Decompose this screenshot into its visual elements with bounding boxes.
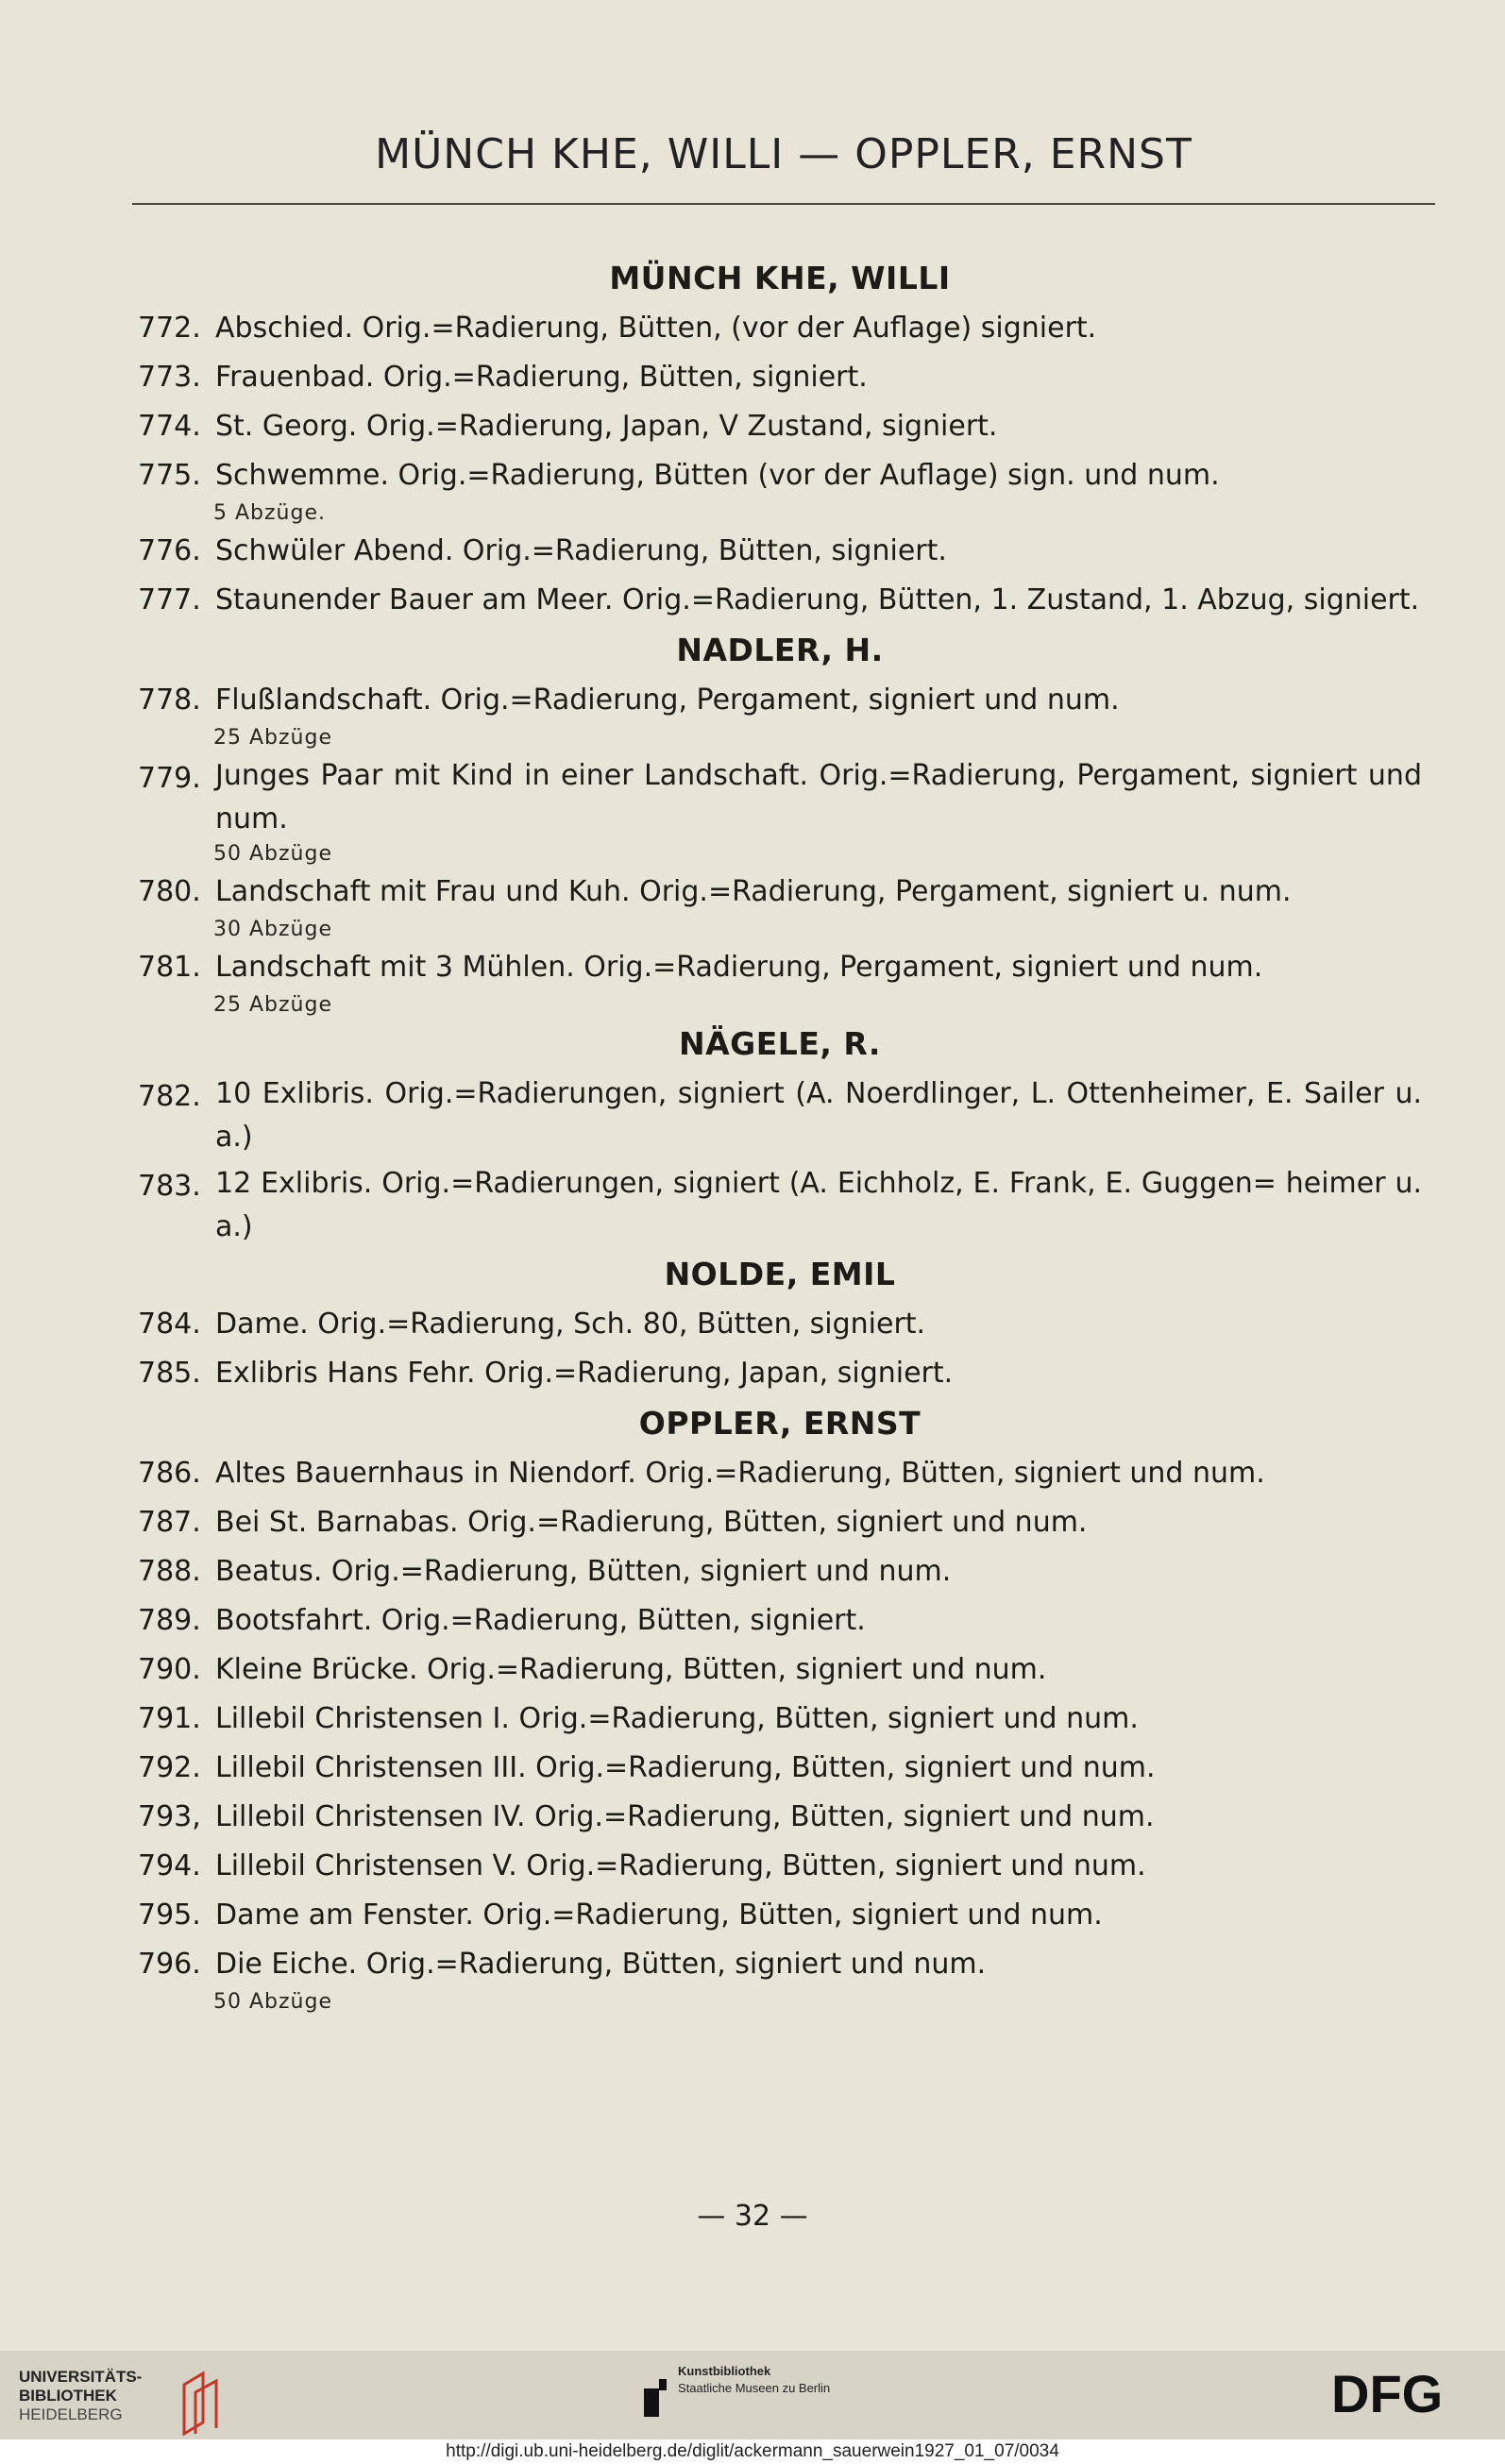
artist-heading: OPPLER, ERNST — [638, 1405, 922, 1442]
ub-emblem-icon — [175, 2368, 224, 2436]
entry-text: Bei St. Barnabas. Orig.=Radierung, Bütten, signiert und num. — [215, 1506, 1088, 1539]
entry-number: 773. — [138, 361, 201, 394]
edition-note: 25 Abzüge — [213, 993, 332, 1017]
edition-note: 50 Abzüge — [213, 842, 332, 866]
catalog-entry — [138, 576, 1422, 625]
entry-text: Die Eiche. Orig.=Radierung, Bütten, signiert und num. — [215, 1948, 987, 1981]
entry-text: Abschied. Orig.=Radierung, Bütten, (vor der Auflage) signiert. — [215, 312, 1097, 345]
entry-text: Landschaft mit 3 Mühlen. Orig.=Radierung, Pergament, signiert und num. — [215, 951, 1263, 984]
entry-number: 792. — [138, 1751, 201, 1784]
artist-heading: NADLER, H. — [676, 632, 884, 668]
catalog-entry — [138, 527, 1422, 576]
catalog-entry — [138, 304, 1422, 353]
entry-number: 776. — [138, 534, 201, 567]
catalog-entry — [138, 1695, 1422, 1744]
catalog-entry — [138, 868, 1422, 917]
entry-number: 796. — [138, 1948, 201, 1981]
catalog-entry — [138, 1596, 1422, 1645]
source-url-link[interactable]: http://digi.ub.uni-heidelberg.de/diglit/ackermann_sauerwein1927_01_07/0034 — [0, 2439, 1505, 2464]
artist-section — [138, 1249, 1422, 1398]
catalog-entry — [138, 1744, 1422, 1793]
entry-text: Schwemme. Orig.=Radierung, Bütten (vor der Auflage) sign. und num. — [215, 459, 1220, 492]
edition-note: 30 Abzüge — [213, 918, 332, 941]
entry-number: 785. — [138, 1357, 201, 1390]
entry-number: 787. — [138, 1506, 201, 1539]
entry-text: Landschaft mit Frau und Kuh. Orig.=Radierung, Pergament, signiert u. num. — [215, 875, 1292, 908]
artist-section — [138, 625, 1422, 1019]
catalog-entry — [138, 1645, 1422, 1695]
university-library-logo[interactable] — [19, 2368, 236, 2434]
catalog-entry — [138, 353, 1422, 402]
entry-number: 791. — [138, 1702, 201, 1735]
catalog-entry — [138, 676, 1422, 725]
catalog-entry — [138, 1162, 1422, 1249]
entry-number: 778. — [138, 684, 201, 717]
catalog-entry — [138, 402, 1422, 451]
catalog-entry — [138, 1940, 1422, 1989]
entry-text: St. Georg. Orig.=Radierung, Japan, V Zustand, signiert. — [215, 410, 998, 443]
entry-text: Staunender Bauer am Meer. Orig.=Radierung, Bütten, 1. Zustand, 1. Abzug, signiert. — [215, 583, 1420, 616]
entry-number: 772. — [138, 312, 201, 345]
artist-section — [138, 253, 1422, 625]
entry-list — [138, 1072, 1422, 1249]
entry-text: Schwüler Abend. Orig.=Radierung, Bütten, signiert. — [215, 534, 947, 567]
catalog-entry — [138, 1547, 1422, 1596]
entry-text: Dame. Orig.=Radierung, Sch. 80, Bütten, signiert. — [215, 1308, 926, 1341]
ub-logo-line3: HEIDELBERG — [19, 2405, 123, 2423]
entry-text: Lillebil Christensen III. Orig.=Radierung, Bütten, signiert und num. — [215, 1751, 1156, 1784]
entry-number: 795. — [138, 1899, 201, 1932]
entry-number: 775. — [138, 459, 201, 492]
entry-number: 779. — [138, 762, 201, 795]
entry-number: 786. — [138, 1457, 201, 1490]
kb-logo-line2: Staatliche Museen zu Berlin — [678, 2381, 831, 2395]
artist-section — [138, 1398, 1422, 2016]
entry-list — [138, 1449, 1422, 2016]
ub-logo-line2: BIBLIOTHEK — [19, 2387, 117, 2405]
ub-logo-line1: UNIVERSITÄTS- — [19, 2368, 143, 2386]
catalog-entry — [138, 1498, 1422, 1547]
entry-number: 780. — [138, 875, 201, 908]
entry-number: 781. — [138, 951, 201, 984]
entry-text: Altes Bauernhaus in Niendorf. Orig.=Radierung, Bütten, signiert und num. — [215, 1457, 1265, 1490]
entry-text: Junges Paar mit Kind in einer Landschaft. Orig.=Radierung, Pergament, signiert und num. — [215, 759, 1422, 835]
entry-number: 784. — [138, 1308, 201, 1341]
kunstbibliothek-icon — [644, 2379, 667, 2417]
entry-list — [138, 1300, 1422, 1398]
page-number: — 32 — — [697, 2200, 808, 2233]
entry-number: 774. — [138, 410, 201, 443]
entry-text: 10 Exlibris. Orig.=Radierungen, signiert (A. Noerdlinger, L. Ottenheimer, E. Sailer u. a.) — [215, 1077, 1422, 1154]
edition-note: 5 Abzüge. — [213, 501, 326, 525]
entry-number: 790. — [138, 1653, 201, 1686]
catalog-entry — [138, 1842, 1422, 1891]
entry-number: 782. — [138, 1080, 201, 1113]
catalog-content — [138, 253, 1422, 2016]
entry-list — [138, 676, 1422, 1019]
edition-note: 50 Abzüge — [213, 1990, 332, 2014]
catalog-entry — [138, 1072, 1422, 1159]
entry-text: 12 Exlibris. Orig.=Radierungen, signiert (A. Eichholz, E. Frank, E. Guggen= heimer u. a.) — [215, 1167, 1422, 1243]
artist-heading: NOLDE, EMIL — [664, 1256, 896, 1292]
entry-number: 789. — [138, 1604, 201, 1637]
kb-logo-line1: Kunstbibliothek — [678, 2364, 771, 2378]
catalog-entry — [138, 754, 1422, 841]
catalog-entry — [138, 1793, 1422, 1842]
entry-number: 783. — [138, 1170, 201, 1203]
entry-number: 777. — [138, 583, 201, 616]
entry-text: Kleine Brücke. Orig.=Radierung, Bütten, signiert und num. — [215, 1653, 1047, 1686]
dfg-logo-text: DFG — [1331, 2365, 1444, 2422]
entry-text: Exlibris Hans Fehr. Orig.=Radierung, Japan, signiert. — [215, 1357, 954, 1390]
catalog-entry — [138, 1449, 1422, 1498]
catalog-entry — [138, 451, 1422, 500]
header-rule — [132, 203, 1435, 205]
edition-note: 25 Abzüge — [213, 726, 332, 750]
catalog-entry — [138, 1300, 1422, 1349]
catalog-entry — [138, 1349, 1422, 1398]
entry-list — [138, 304, 1422, 625]
running-title: MÜNCH KHE, WILLI — OPPLER, ERNST — [375, 130, 1192, 178]
artist-heading: NÄGELE, R. — [679, 1025, 881, 1062]
entry-text: Frauenbad. Orig.=Radierung, Bütten, signiert. — [215, 361, 868, 394]
entry-text: Lillebil Christensen I. Orig.=Radierung, Bütten, signiert und num. — [215, 1702, 1139, 1735]
entry-text: Dame am Fenster. Orig.=Radierung, Bütten, signiert und num. — [215, 1899, 1103, 1932]
entry-text: Flußlandschaft. Orig.=Radierung, Pergament, signiert und num. — [215, 684, 1120, 717]
entry-text: Beatus. Orig.=Radierung, Bütten, signiert und num. — [215, 1555, 952, 1588]
entry-text: Lillebil Christensen IV. Orig.=Radierung, Bütten, signiert und num. — [215, 1800, 1155, 1833]
entry-number: 794. — [138, 1849, 201, 1882]
artist-heading: MÜNCH KHE, WILLI — [609, 260, 951, 296]
entry-text: Bootsfahrt. Orig.=Radierung, Bütten, signiert. — [215, 1604, 866, 1637]
entry-number: 788. — [138, 1555, 201, 1588]
dfg-logo[interactable] — [1331, 2365, 1482, 2422]
entry-text: Lillebil Christensen V. Orig.=Radierung, Bütten, signiert und num. — [215, 1849, 1146, 1882]
entry-number: 793, — [138, 1800, 201, 1833]
catalog-entry — [138, 1891, 1422, 1940]
artist-section — [138, 1019, 1422, 1249]
catalog-entry — [138, 943, 1422, 992]
